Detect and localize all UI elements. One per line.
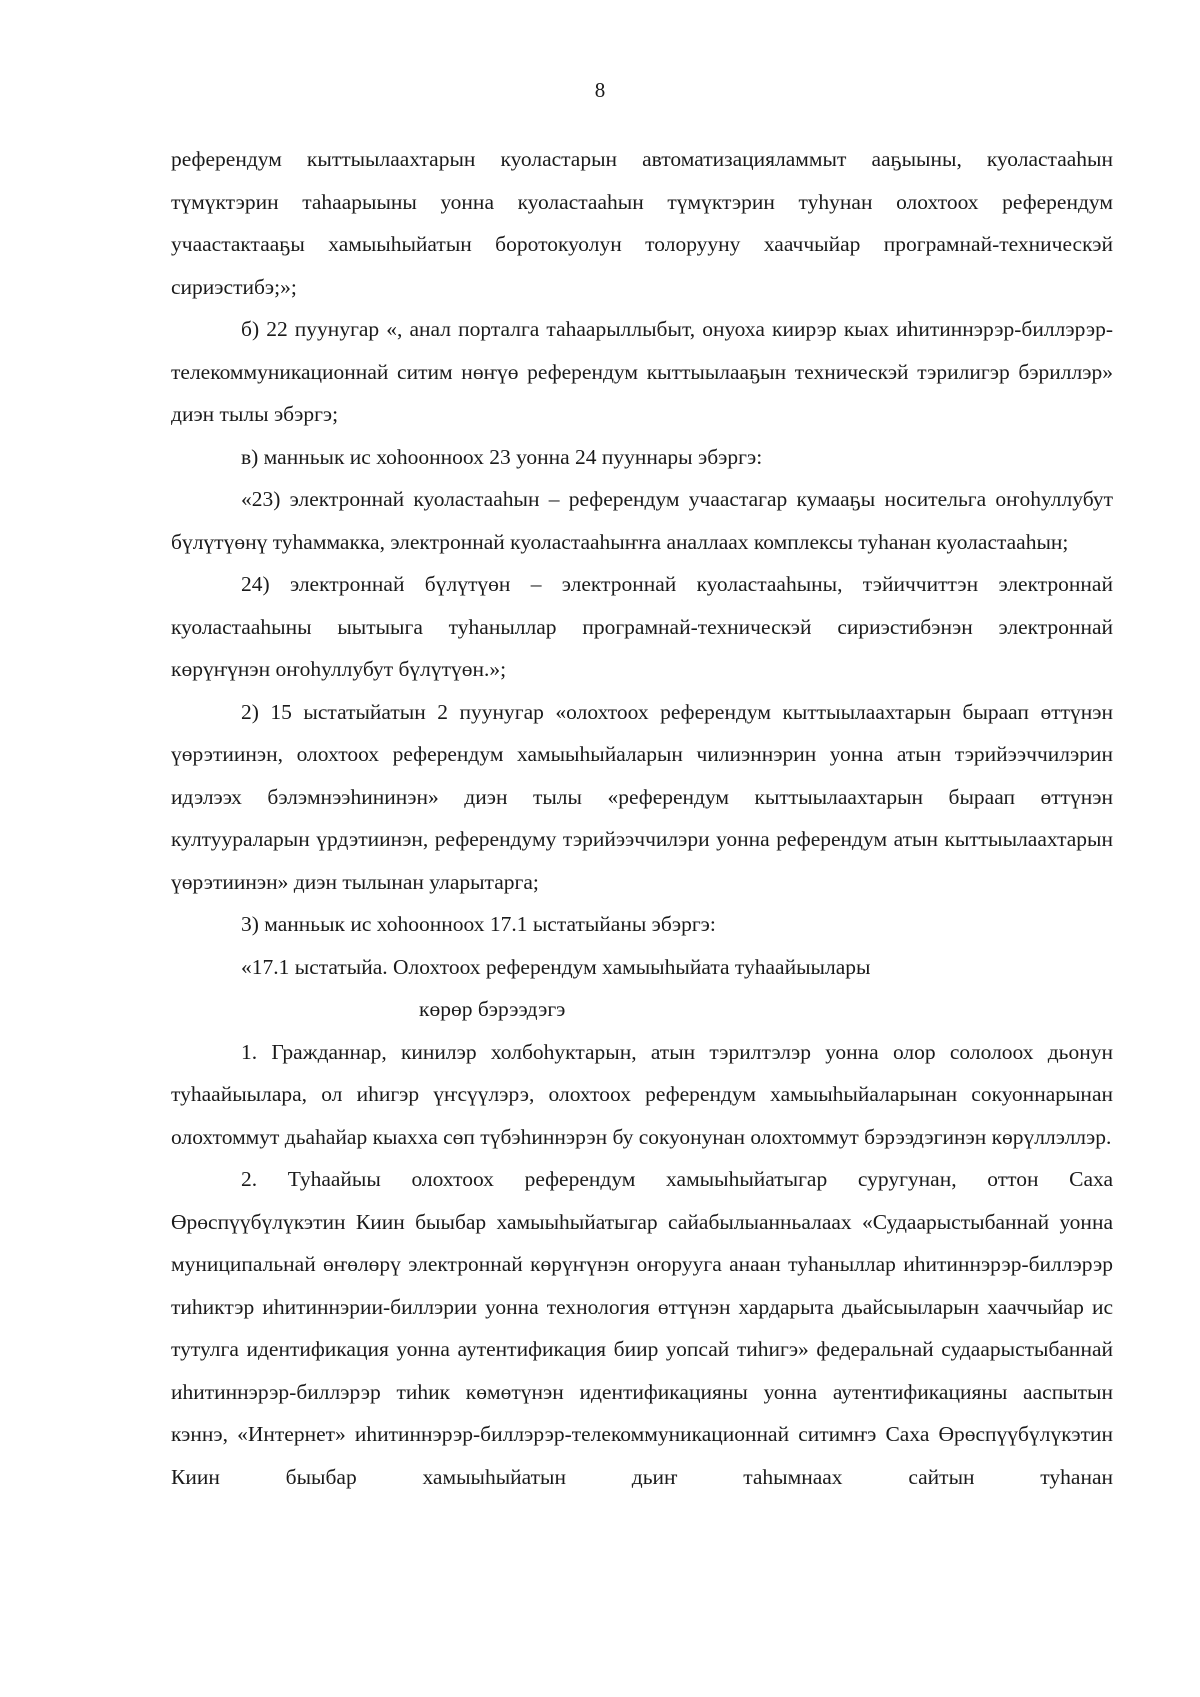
paragraph-article-point-1: 1. Гражданнар, кинилэр холбоhуктарын, атын тэрилтэлэр уонна олор сололоох дьонун туhаайыылара, ол иhигэр үҥсүүлэрэ, олохтоох референдум хамыыhыйаларынан сокуоннарынан олохтоммут дьаhайар кыахха сөп түбэhиннэрэн бу сокуонунан олохтоммут бэрээдэгинэн көрүллэллэр. xyxy=(171,1039,1113,1149)
paragraph-item-v: в) манньык ис хоhоонноох 23 уонна 24 пууннары эбэргэ: xyxy=(241,444,763,469)
paragraph-item-3: 3) манньык ис хоhоонноох 17.1 ыстатыйаны эбэргэ: xyxy=(241,912,716,936)
paragraph-continuation: референдум кыттыылаахтарын куоластарын автоматизацияламмыт aaҕыыны, куоластааhын түмүктэрин таhаарыыны уонна куоластааhын түмүктэрин туhунан олохтоох референдум учаастактааҕы хамыыhыйатын боротокуолун толорууну хааччыйар програмнай-техническэй сириэстибэ;»; xyxy=(171,147,1113,299)
paragraph-article-point-2: 2. Туhаайыы олохтоох референдум хамыыhыйатыгар суругунан, оттон Саха Өрөспүүбүлүкэтин Киин быыбар хамыыhыйатыгар сайабылыанньалаах «Судаарыстыбаннай уонна муниципальнай өҥөлөрү электроннай көрүҥүнэн оҥорууга анаан туhаныллар иhитиннэрэр-биллэрэр тиhиктэр иhитиннэрии-биллэрии уонна технология өттүнэн хардарыта дьайсыыларын хааччыйар ис тутулга идентификация уонна аутентификация биир уопсай тиhигэ» федеральнай судаарыстыбаннай иhитиннэрэр-биллэрэр тиhик көмөтүнэн идентификацияны уонна аутентификацияны ааспытын кэннэ, «Интернет» иhитиннэрэр-биллэрэр-телекоммуникационнай ситимҥэ Саха Өрөспүүбүлүкэтин Киин быыбар хамыыhыйатын дьиҥ таhымнаах сайтын туhанан xyxy=(171,1167,1113,1489)
article-heading: «17.1 ыстатыйа. Олохтоох референдум хамыыhыйата туhаайыылары xyxy=(241,954,871,979)
paragraph-item-b: б) 22 пуунугар «, анал порталга таhаарыллыбыт, онуоха киирэр кыах иhитиннэрэр-биллэрэр-телекоммуникационнай ситим нөҥүө референдум кыттыылааҕын техническэй тэрилигэр бэриллэр» диэн тылы эбэргэ; xyxy=(171,317,1113,426)
paragraph-item-2: 2) 15 ыстатыйатын 2 пуунугар «олохтоох референдум кыттыылаахтарын быраап өттүнэн үөрэтиинэн, олохтоох референдум хамыыhыйаларын чилиэннэрин уонна атын тэрийээччилэрин идэлээх бэлэмнээhининэн» диэн тылы «референдум кыттыылаахтарын быраап өттүнэн култуураларын үрдэтиинэн, референдуму тэрийээччилэри уонна референдум атын кыттыылаахтарын үөрэтиинэн» диэн тылынан уларытарга; xyxy=(171,699,1113,894)
page-number: 8 xyxy=(594,78,606,102)
paragraph-item-24: 24) электроннай бүлүтүөн – электроннай куоластааhыны, тэйиччиттэн электроннай куоластааhыны ыытыыга туhаныллар програмнай-техническэй сириэстибэнэн электроннай көрүҥүнэн оҥоhуллубут бүлүтүөн.»; xyxy=(171,572,1113,681)
document-body xyxy=(171,138,1113,1498)
paragraph-item-23: «23) электроннай куоластааhын – референдум учаастагар кумааҕы носительга оҥоhуллубут бүлүтүөнү туhаммакка, электроннай куоластааhыҥҥа аналлаах комплексы туhанан куоластааhын; xyxy=(171,487,1113,554)
article-heading-continued: көрөр бэрээдэгэ xyxy=(419,997,566,1021)
